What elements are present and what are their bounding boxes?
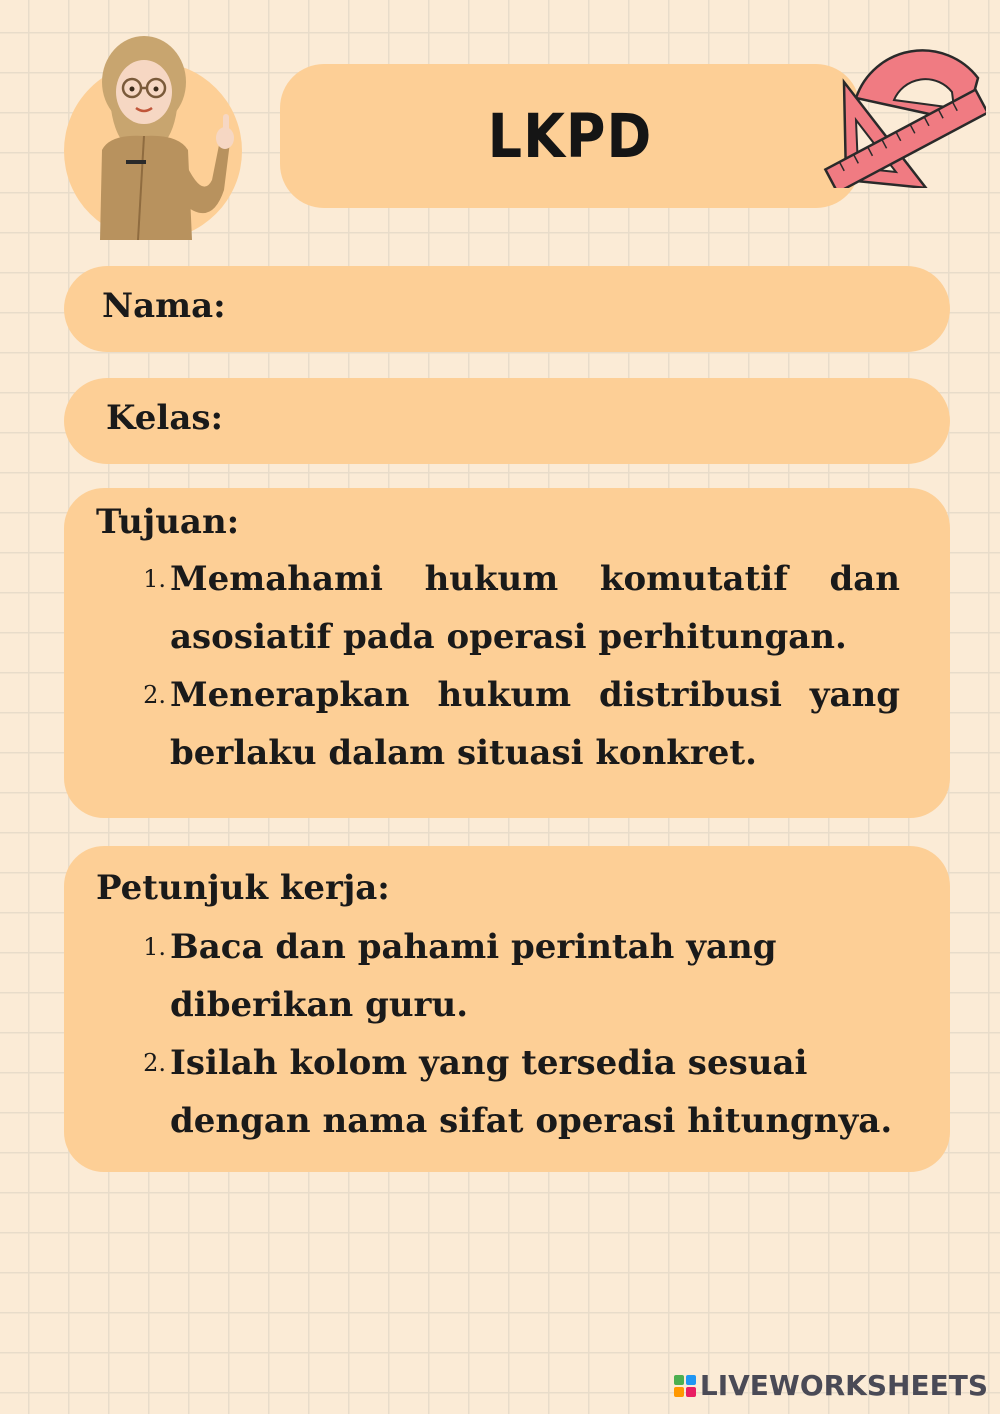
title-banner (280, 64, 860, 208)
brand-text: LIVEWORKSHEETS (699, 1369, 988, 1402)
brand-logo[interactable] (674, 1369, 988, 1402)
list-item: 1. Baca dan pahami perintah yang diberikan guru. (143, 927, 777, 1025)
name-field[interactable] (64, 266, 950, 352)
instructions-heading: Petunjuk kerja: (96, 868, 390, 908)
list-item: 2. Menerapkan hukum distribusi yang berlaku dalam situasi konkret. (143, 675, 900, 773)
teacher-icon (80, 30, 250, 244)
ruler-protractor-icon (816, 38, 986, 188)
objectives-heading: Tujuan: (96, 502, 240, 542)
class-field[interactable] (64, 378, 950, 464)
liveworksheets-icon (674, 1375, 696, 1397)
objectives-list (134, 550, 900, 782)
list-item: 2. Isilah kolom yang tersedia sesuai dengan nama sifat operasi hitungnya. (143, 1043, 893, 1141)
instructions-card (64, 846, 950, 1172)
instructions-list (134, 918, 946, 1150)
list-item: 1. Memahami hukum komutatif dan asosiatif pada operasi perhitungan. (143, 559, 900, 657)
page-title: LKPD (487, 100, 653, 172)
name-label: Nama: (102, 286, 226, 326)
class-label: Kelas: (106, 398, 224, 438)
objectives-card (64, 488, 950, 818)
